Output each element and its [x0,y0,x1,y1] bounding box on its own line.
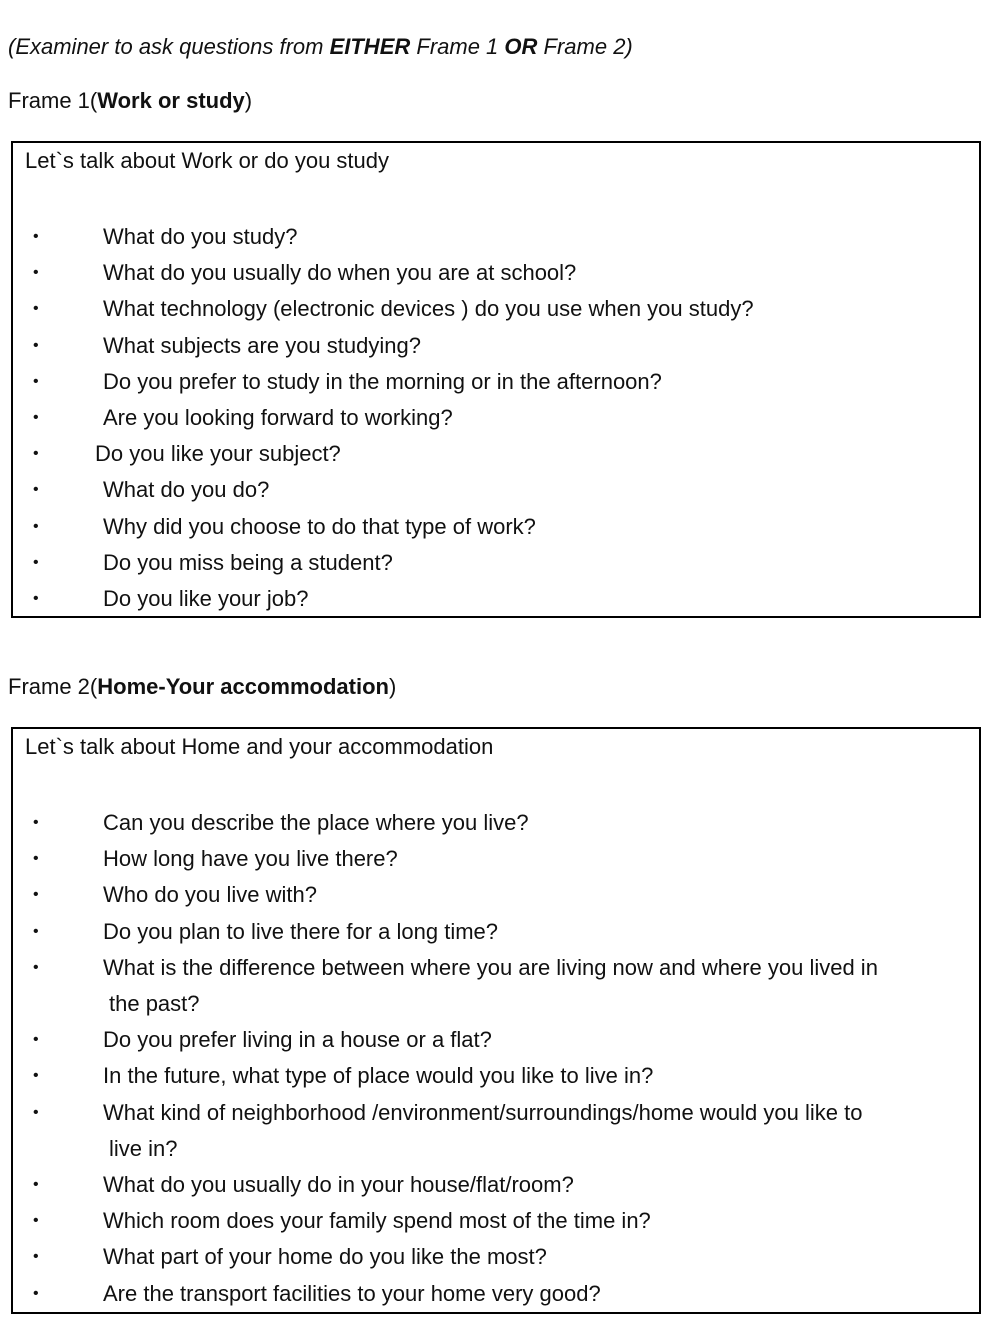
bullet-icon: • [33,409,39,427]
question-text: Are you looking forward to working? [103,405,453,431]
question-text: Which room does your family spend most of the time in? [103,1208,651,1234]
bullet-icon: • [33,1248,39,1266]
question-text: Are the transport facilities to your home very good? [103,1280,601,1306]
question-text: live in? [109,1135,178,1161]
frame-2-box [11,727,981,1314]
bullet-icon: • [33,228,39,245]
bullet-icon: • [33,1212,39,1230]
bullet-icon: • [33,1103,39,1121]
question-item [13,255,979,291]
question-item [13,436,979,472]
question-item [13,219,979,255]
question-item [13,1022,979,1058]
question-item [13,581,979,617]
frame-2-question-list [13,805,979,1312]
question-item [13,545,979,581]
frame-1-box [11,141,981,618]
question-item [13,509,979,545]
bullet-icon: • [33,814,39,831]
question-item [13,1239,979,1275]
frame-1-intro: Let`s talk about Work or do you study [25,148,389,173]
examiner-instruction [8,34,633,60]
question-item [13,805,979,841]
instruction-prefix: (Examiner to ask questions from [8,34,330,59]
bullet-icon: • [33,481,39,499]
question-item [13,364,979,400]
frame-2-heading-suffix: ) [389,674,397,699]
frame-2-heading-title: Home-Your accommodation [97,674,389,699]
question-item [13,328,979,364]
instruction-either: EITHER [329,34,411,59]
bullet-icon: • [33,850,39,868]
question-item [13,841,979,877]
question-text: What subjects are you studying? [103,332,421,358]
question-text: Do you prefer living in a house or a flat? [103,1027,492,1053]
question-item-continuation [13,1131,979,1167]
frame-1-heading-title: Work or study [97,88,245,113]
bullet-icon: • [33,517,39,535]
question-item [13,1276,979,1312]
question-text: What do you usually do when you are at school? [103,260,577,286]
frame-2-intro: Let`s talk about Home and your accommodation [25,734,494,759]
bullet-icon: • [33,1067,39,1085]
question-text: Do you prefer to study in the morning or in the afternoon? [103,368,662,394]
question-text: What part of your home do you like the most? [103,1244,547,1270]
frame-2-heading-prefix: Frame 2( [8,674,98,699]
question-item [13,950,979,986]
bullet-icon: • [33,886,39,904]
bullet-icon: • [33,300,39,318]
instruction-suffix: Frame 2) [537,34,633,59]
question-item [13,400,979,436]
question-text: What technology (electronic devices ) do you use when you study? [103,296,754,322]
question-item [13,914,979,950]
bullet-icon: • [33,922,39,940]
question-item-continuation [13,986,979,1022]
frame-1-heading-prefix: Frame 1( [8,88,98,113]
bullet-icon: • [33,1176,39,1194]
question-text: How long have you live there? [103,846,398,872]
question-text: Do you like your subject? [95,441,341,467]
question-item [13,1203,979,1239]
instruction-or: OR [504,34,538,59]
question-text: What do you study? [103,224,298,249]
bullet-icon: • [33,553,39,571]
question-text: Do you like your job? [103,586,309,612]
question-text: What is the difference between where you are living now and where you lived in [103,954,878,980]
question-item [13,291,979,327]
question-item [13,1095,979,1131]
frame-1-heading [8,88,252,114]
bullet-icon: • [33,958,39,976]
question-text: In the future, what type of place would you like to live in? [103,1063,654,1089]
question-item [13,1167,979,1203]
bullet-icon: • [33,590,39,608]
frame-1-heading-suffix: ) [244,88,253,113]
question-text: Do you plan to live there for a long time? [103,918,499,944]
question-item [13,1058,979,1094]
frame-1-question-list [13,219,979,617]
question-text: Can you describe the place where you live? [103,810,529,835]
bullet-icon: • [33,1284,39,1302]
question-text: Why did you choose to do that type of work? [103,513,536,539]
question-item [13,877,979,913]
question-item [13,472,979,508]
question-text: What kind of neighborhood /environment/surroundings/home would you like to [103,1099,863,1125]
question-text: Do you miss being a student? [103,549,393,575]
bullet-icon: • [33,445,39,463]
question-text: What do you usually do in your house/flat/room? [103,1172,574,1198]
question-text: the past? [109,991,200,1017]
frame-2-heading [8,674,396,700]
bullet-icon: • [33,372,39,390]
question-text: What do you do? [103,477,270,503]
bullet-icon: • [33,336,39,354]
question-text: Who do you live with? [103,882,317,908]
bullet-icon: • [33,1031,39,1049]
bullet-icon: • [33,264,39,282]
instruction-mid: Frame 1 [410,34,505,59]
